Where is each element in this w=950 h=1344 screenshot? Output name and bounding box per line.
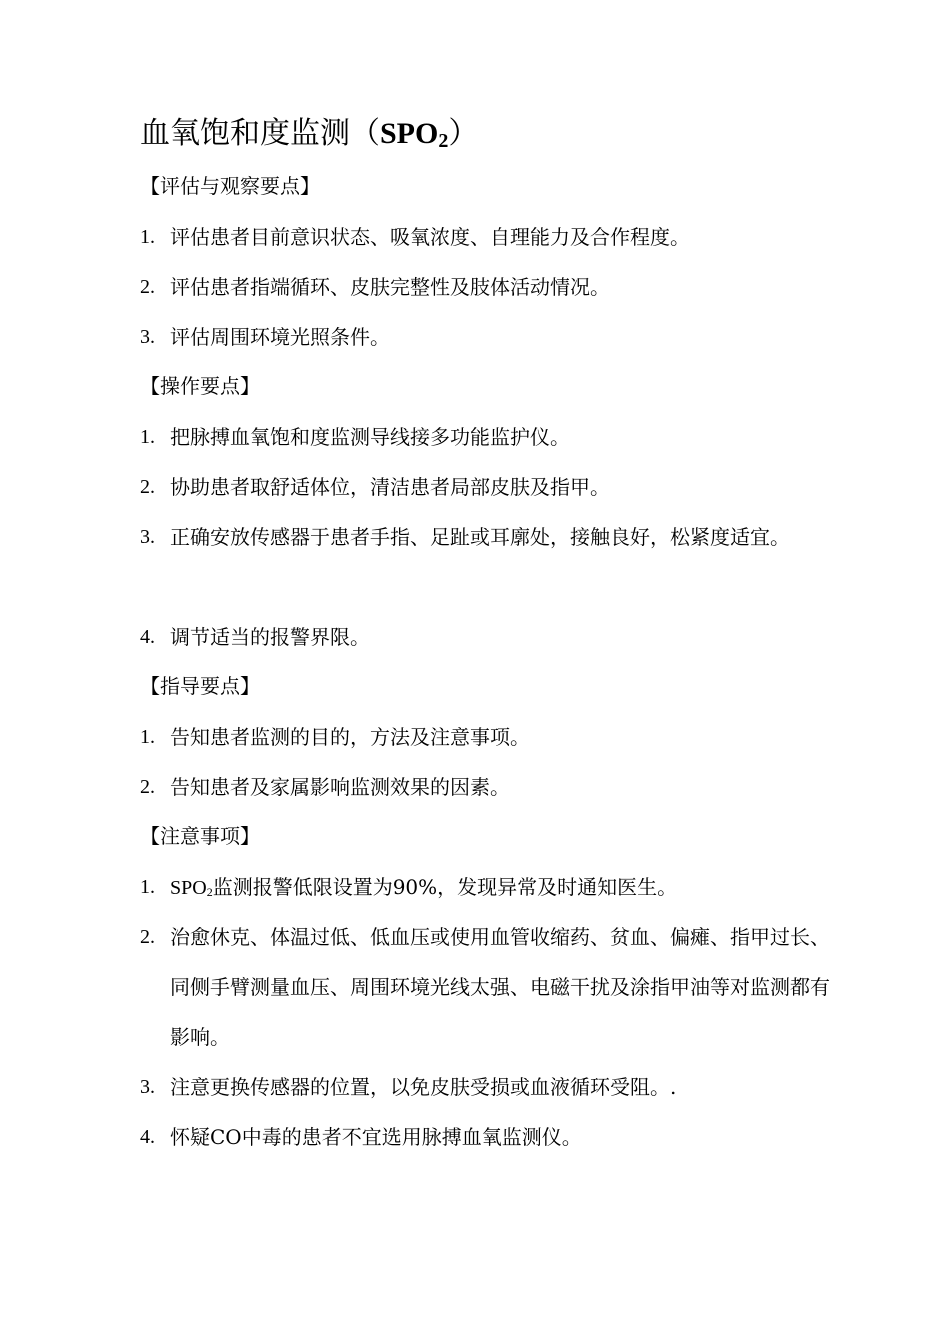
item-number: 2. xyxy=(140,926,155,948)
list-item xyxy=(140,862,830,917)
title-spo: $SPO_2$ xyxy=(380,117,449,152)
list-item xyxy=(140,762,830,812)
item-text: 评估患者目前意识状态、吸氧浓度、自理能力及合作程度。 xyxy=(170,225,690,249)
item-number: 2. xyxy=(140,276,155,298)
list-item xyxy=(140,1112,830,1162)
item-number: 1. xyxy=(140,426,155,448)
section-heading-operation: 【操作要点】 xyxy=(140,374,260,398)
item-text xyxy=(170,862,830,917)
item-text: 告知患者及家属影响监测效果的因素。 xyxy=(170,775,510,799)
section-heading-precautions: 【注意事项】 xyxy=(140,824,260,848)
list-item xyxy=(140,512,830,562)
item-number: 4. xyxy=(140,1126,155,1148)
section-heading-assessment: 【评估与观察要点】 xyxy=(140,174,320,198)
item-number: 2. xyxy=(140,476,155,498)
list-item xyxy=(140,712,830,762)
list-item xyxy=(140,262,830,312)
spo-subscript: 2 xyxy=(206,885,213,899)
item-text: 正确安放传感器于患者手指、足趾或耳廓处，接触良好，松紧度适宜。 xyxy=(170,525,790,549)
list-item xyxy=(140,912,830,1062)
list-item xyxy=(140,212,830,262)
title-suffix: ） xyxy=(448,116,479,151)
list-item xyxy=(140,1062,830,1112)
item-number: 1. xyxy=(140,876,155,898)
item-text: 把脉搏血氧饱和度监测导线接多功能监护仪。 xyxy=(170,425,570,449)
item-text-rest: 监测报警低限设置为90%，发现异常及时通知医生。 xyxy=(212,875,678,899)
item-text: 怀疑CO中毒的患者不宜选用脉搏血氧监测仪。 xyxy=(170,1125,582,1149)
list-item xyxy=(140,312,830,362)
title-subscript: 2 xyxy=(438,130,449,152)
item-text: 注意更换传感器的位置，以免皮肤受损或血液循环受阻。. xyxy=(170,1075,677,1099)
item-text: 评估周围环境光照条件。 xyxy=(170,325,390,349)
item-number: 3. xyxy=(140,326,155,348)
item-number: 1. xyxy=(140,226,155,248)
list-item xyxy=(140,462,830,512)
item-text: 治愈休克、体温过低、低血压或使用血管收缩药、贫血、偏瘫、指甲过长、同侧手臂测量血压、周围环境光线太强、电磁干扰及涂指甲油等对监测都有影响。 xyxy=(170,925,830,1049)
item-number: 3. xyxy=(140,526,155,548)
page-title xyxy=(140,108,478,167)
item-text: 调节适当的报警界限。 xyxy=(170,625,370,649)
item-text: 告知患者监测的目的，方法及注意事项。 xyxy=(170,725,530,749)
list-item xyxy=(140,612,830,662)
item-number: 1. xyxy=(140,726,155,748)
section-heading-guidance: 【指导要点】 xyxy=(140,674,260,698)
item-text: 协助患者取舒适体位，清洁患者局部皮肤及指甲。 xyxy=(170,475,610,499)
item-number: 2. xyxy=(140,776,155,798)
item-number: 3. xyxy=(140,1076,155,1098)
item-text: 评估患者指端循环、皮肤完整性及肢体活动情况。 xyxy=(170,275,610,299)
title-prefix: 血氧饱和度监测（ xyxy=(140,116,380,151)
list-item xyxy=(140,412,830,462)
item-number: 4. xyxy=(140,626,155,648)
spo-term: SPO xyxy=(170,877,207,899)
